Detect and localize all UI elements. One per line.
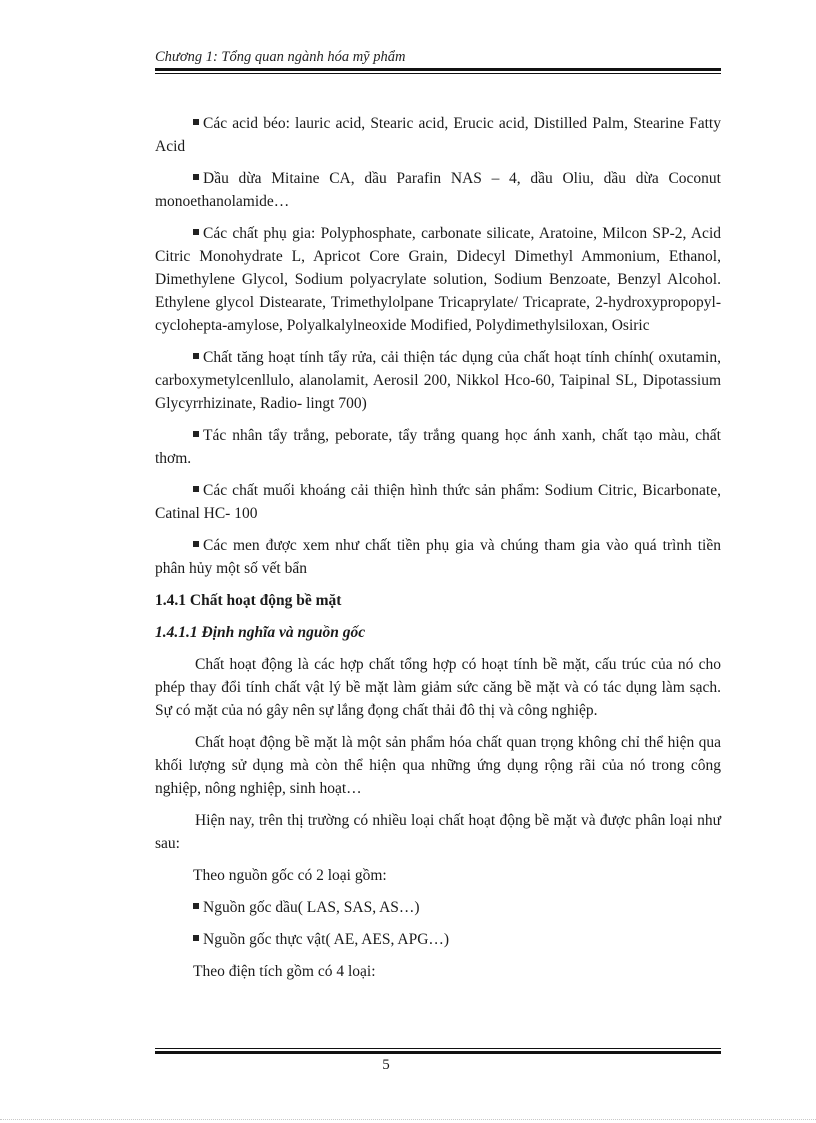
page-number: 5 [382, 1057, 390, 1073]
list-item: Các chất phụ gia: Polyphosphate, carbonate silicate, Aratoine, Milcon SP-2, Acid Citric Monohydrate L, Apricot Core Grain, Didecyl Dimethyl Ammonium, Ethanol, Dimethylene Glycol, Sodium polyacrylate solution, Sodium Benzoate, Benzyl Alcohol. Ethylene glycol Distearate, Trimethylolpane Tricaprylate/ Tricaprate, 2-hydroxypropopyl- cyclohepta-amylose, Polyalkalylneoxide Modified, Polydimethylsiloxan, Osiric [155, 225, 721, 334]
square-bullet-icon [193, 353, 199, 359]
subsection-heading: 1.4.1.1 Định nghĩa và nguồn gốc [155, 624, 366, 641]
list-item: Các acid béo: lauric acid, Stearic acid, Erucic acid, Distilled Palm, Stearine Fatty Acid [155, 115, 721, 155]
section-heading: 1.4.1 Chất hoạt động bề mặt [155, 592, 342, 609]
square-bullet-icon [193, 935, 199, 941]
square-bullet-icon [193, 903, 199, 909]
square-bullet-icon [193, 486, 199, 492]
list-item: Chất tăng hoạt tính tẩy rửa, cải thiện tác dụng của chất hoạt tính chính( oxutamin, carboxymetylcenllulo, alanolamit, Aerosil 200, Nikkol Hco-60, Taipinal SL, Dipotassium Glycyrrhizinate, Radio- lingt 700) [155, 349, 721, 412]
origin-intro: Theo nguồn gốc có 2 loại gồm: [193, 867, 387, 884]
square-bullet-icon [193, 229, 199, 235]
footer-rule-thin [155, 1048, 721, 1049]
list-item: Các men được xem như chất tiền phụ gia và chúng tham gia vào quá trình tiền phân hủy một số vết bẩn [155, 537, 721, 577]
footer-rule-thick [155, 1051, 721, 1054]
paragraph: Chất hoạt động là các hợp chất tổng hợp có hoạt tính bề mặt, cấu trúc của nó cho phép thay đổi tính chất vật lý bề mặt làm giảm sức căng bề mặt và có tác dụng làm sạch. Sự có mặt của nó gây nên sự lắng đọng chất thải đô thị và công nghiệp. [155, 656, 721, 719]
square-bullet-icon [193, 174, 199, 180]
list-item: Tác nhân tẩy trắng, peborate, tẩy trắng quang học ánh xanh, chất tạo màu, chất thơm. [155, 427, 721, 467]
square-bullet-icon [193, 119, 199, 125]
list-item: Nguồn gốc thực vật( AE, AES, APG…) [155, 928, 721, 951]
page-edge [0, 1119, 816, 1120]
square-bullet-icon [193, 431, 199, 437]
page-body [155, 112, 721, 992]
paragraph: Hiện nay, trên thị trường có nhiều loại chất hoạt động bề mặt và được phân loại như sau: [155, 812, 721, 852]
list-item: Các chất muối khoáng cải thiện hình thức sản phẩm: Sodium Citric, Bicarbonate, Catinal HC- 100 [155, 482, 721, 522]
header-title: Chương 1: Tổng quan ngành hóa mỹ phẩm [155, 49, 406, 65]
square-bullet-icon [193, 541, 199, 547]
paragraph: Chất hoạt động bề mặt là một sản phẩm hóa chất quan trọng không chỉ thể hiện qua khối lượng sử dụng mà còn thể hiện qua những ứng dụng rộng rãi của nó trong công nghiệp, nông nghiệp, sinh hoạt… [155, 734, 721, 797]
header-rule-thin [155, 73, 721, 74]
list-item: Dầu dừa Mitaine CA, dầu Parafin NAS – 4, dầu Oliu, dầu dừa Coconut monoethanolamide… [155, 170, 721, 210]
list-item: Nguồn gốc dầu( LAS, SAS, AS…) [155, 896, 721, 919]
header-rule-thick [155, 68, 721, 71]
charge-intro: Theo điện tích gồm có 4 loại: [193, 963, 376, 980]
